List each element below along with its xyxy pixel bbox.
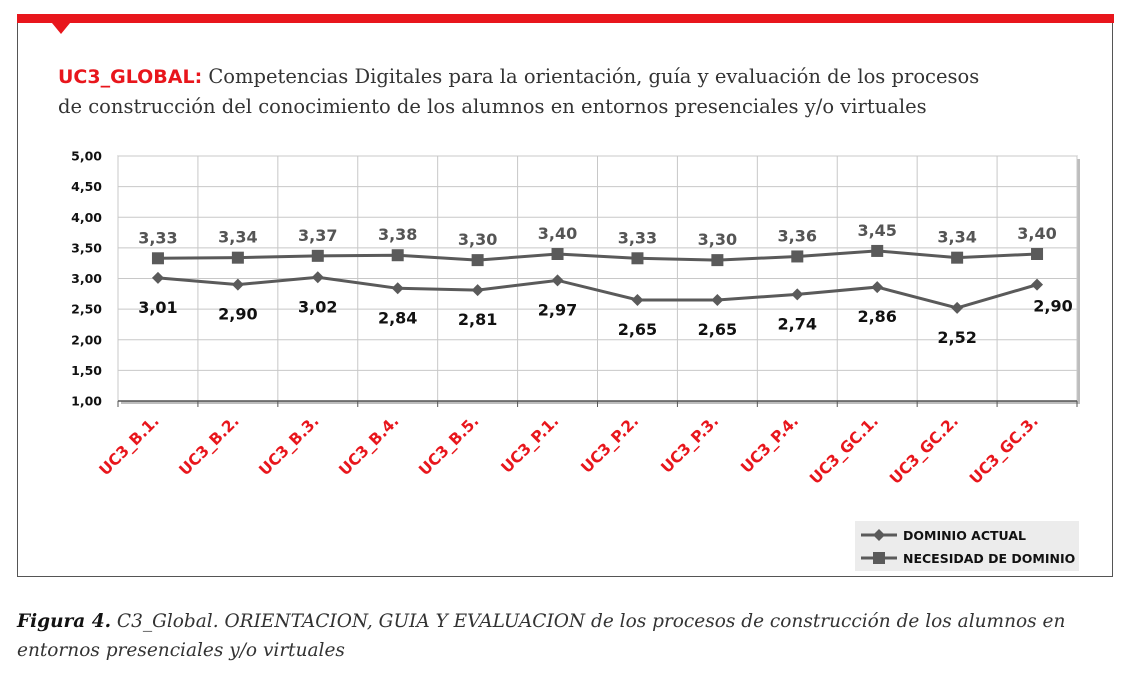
data-label-necesidad-dominio: 3,33	[617, 228, 658, 248]
caption-text: C3_Global. ORIENTACION, GUIA Y EVALUACION de los procesos de construcción de los alumnos en entornos presenciales y/o virtuales	[17, 611, 1066, 661]
data-label-dominio-actual: 2,65	[697, 319, 738, 339]
diamond-marker-icon	[861, 528, 897, 542]
x-tick-label: UC3_B.3.	[255, 412, 323, 480]
legend-item-actual	[861, 524, 1026, 546]
y-tick-label: 3,00	[71, 271, 102, 286]
x-tick-label: UC3_P.4.	[737, 412, 803, 477]
data-label-necesidad-dominio: 3,45	[857, 220, 897, 240]
data-point-necesidad-dominio	[552, 248, 564, 260]
chart-title-tag: UC3_GLOBAL:	[58, 66, 203, 88]
y-tick-label: 2,50	[71, 301, 102, 317]
data-label-dominio-actual: 2,84	[377, 308, 418, 328]
data-point-necesidad-dominio	[871, 245, 883, 257]
data-label-necesidad-dominio: 3,30	[697, 230, 738, 250]
x-tick-label: UC3_B.2.	[175, 412, 243, 480]
data-label-necesidad-dominio: 3,37	[298, 225, 338, 245]
data-label-necesidad-dominio: 3,34	[218, 227, 258, 247]
y-tick-label: 4,50	[71, 179, 102, 195]
data-label-necesidad-dominio: 3,36	[777, 226, 818, 246]
y-tick-label: 3,50	[71, 240, 102, 256]
data-point-necesidad-dominio	[711, 254, 723, 266]
data-point-necesidad-dominio	[312, 250, 324, 262]
data-label-necesidad-dominio: 3,30	[457, 230, 498, 250]
caption-figure-number: Figura 4.	[17, 611, 112, 632]
data-label-necesidad-dominio: 3,38	[377, 225, 418, 245]
data-point-necesidad-dominio	[1031, 248, 1043, 260]
y-tick-label: 5,00	[71, 148, 102, 164]
chart-title-line1: Competencias Digitales para la orientación, guía y evaluación de los procesos	[202, 65, 980, 88]
data-point-necesidad-dominio	[152, 252, 164, 264]
x-tick-label: UC3_P.3.	[657, 412, 723, 477]
data-label-dominio-actual: 2,86	[857, 307, 897, 327]
y-tick-label: 1,50	[71, 362, 102, 378]
data-point-necesidad-dominio	[232, 252, 244, 264]
data-label-dominio-actual: 2,65	[617, 319, 658, 339]
chart-title-line2: de construcción del conocimiento de los alumnos en entornos presenciales y/o virtuales	[58, 95, 927, 118]
data-label-dominio-actual: 2,52	[937, 327, 977, 347]
data-label-dominio-actual: 2,74	[777, 314, 818, 334]
data-label-dominio-actual: 3,01	[138, 297, 178, 317]
x-tick-label: UC3_B.5.	[415, 412, 483, 480]
y-tick-label: 4,00	[71, 209, 102, 225]
x-tick-label: UC3_B.4.	[335, 412, 403, 480]
legend-label-actual: DOMINIO ACTUAL	[903, 527, 1026, 543]
data-label-necesidad-dominio: 3,33	[138, 228, 178, 248]
data-label-necesidad-dominio: 3,40	[537, 224, 578, 243]
legend-item-necesidad	[861, 547, 1075, 569]
data-label-dominio-actual: 2,97	[537, 300, 578, 320]
data-point-necesidad-dominio	[631, 252, 643, 264]
legend-label-necesidad: NECESIDAD DE DOMINIO	[903, 550, 1076, 566]
data-label-necesidad-dominio: 3,34	[937, 227, 977, 247]
x-tick-label: UC3_P.1.	[497, 412, 563, 477]
data-label-necesidad-dominio: 3,40	[1017, 224, 1057, 243]
data-label-dominio-actual: 3,02	[298, 297, 338, 317]
y-tick-label: 2,00	[71, 332, 102, 348]
x-tick-label: UC3_GC.1.	[806, 412, 883, 488]
square-marker-icon	[861, 551, 897, 565]
data-point-necesidad-dominio	[791, 250, 803, 262]
data-point-necesidad-dominio	[472, 254, 484, 266]
y-tick-label: 1,00	[71, 393, 102, 409]
data-label-dominio-actual: 2,90	[1033, 296, 1073, 316]
chart-legend	[855, 521, 1079, 571]
figure-caption	[17, 607, 1127, 665]
data-label-dominio-actual: 2,81	[457, 310, 498, 330]
x-tick-label: UC3_P.2.	[577, 412, 643, 477]
data-label-dominio-actual: 2,90	[218, 304, 258, 324]
x-tick-label: UC3_GC.3.	[966, 412, 1042, 488]
x-tick-label: UC3_B.1.	[95, 412, 163, 480]
data-point-necesidad-dominio	[951, 252, 963, 264]
x-tick-label: UC3_GC.2.	[886, 412, 962, 488]
data-point-necesidad-dominio	[392, 249, 404, 261]
